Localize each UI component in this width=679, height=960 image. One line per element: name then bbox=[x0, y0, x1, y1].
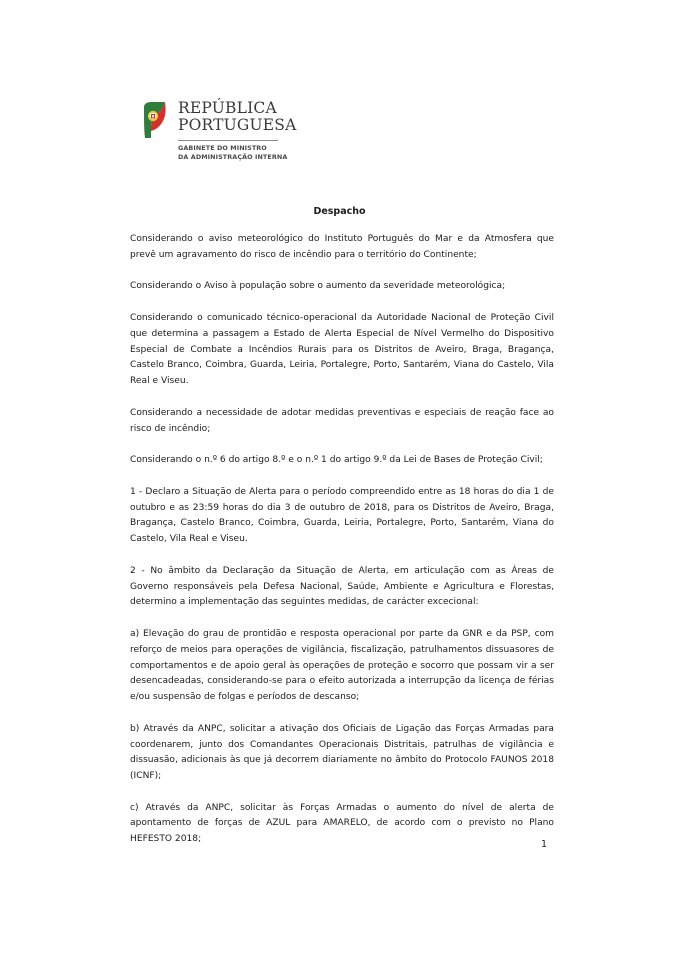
logo-subtitle bbox=[178, 144, 287, 162]
paragraph-item-c: c) Através da ANPC, solicitar às Forças Armadas o aumento do nível de alerta de apontamento de forças de AZUL para AMARELO, de acordo com o previsto no Plano HEFESTO 2018; bbox=[130, 802, 554, 845]
document-title: Despacho bbox=[313, 206, 366, 217]
paragraph-item-b: b) Através da ANPC, solicitar a ativação dos Oficiais de Ligação das Forças Armadas para coordenarem, junto dos Comandantes Operacionais Distritais, patrulhas de vigilância e dissuasão, adicionais às que já decorrem diariamente no âmbito do Protocolo FAUNOS 2018 (ICNF); bbox=[130, 723, 554, 782]
logo-subtitle-line2: DA ADMINISTRAÇÃO INTERNA bbox=[178, 153, 288, 161]
logo-title bbox=[178, 100, 297, 134]
paragraph-considerando-aviso-populacao: Considerando o Aviso à população sobre o aumento da severidade meteorológica; bbox=[130, 281, 506, 292]
paragraph-considerando-aviso-meteorologico: Considerando o aviso meteorológico do Instituto Português do Mar e da Atmosfera que prevê um agravamento do risco de incêndio para o território do Continente; bbox=[130, 234, 554, 260]
paragraph-considerando-lei: Considerando o n.º 6 do artigo 8.º e o n.º 1 do artigo 9.º da Lei de Bases de Proteção Civil; bbox=[130, 455, 543, 466]
logo-divider bbox=[178, 140, 278, 141]
logo-title-line2: PORTUGUESA bbox=[178, 116, 297, 134]
paragraph-considerando-necessidade: Considerando a necessidade de adotar medidas preventivas e especiais de reação face ao risco de incêndio; bbox=[130, 407, 554, 434]
paragraph-item-a: a) Elevação do grau de prontidão e resposta operacional por parte da GNR e da PSP, com reforço de meios para operações de vigilância, fiscalização, patrulhamentos dissuasores de comportamentos e de apoio geral às operações de proteção e socorro que possam vir a ser desencadeadas, considerando-se para o efeito autorizada a interrupção da licença de férias e/ou suspensão de folgas e períodos de descanso; bbox=[130, 628, 554, 703]
page-number: 1 bbox=[541, 839, 548, 850]
paragraph-item-2: 2 - No âmbito da Declaração da Situação de Alerta, em articulação com as Áreas de Governo responsáveis pela Defesa Nacional, Saúde, Ambiente e Agricultura e Florestas, determino a implementação das seguintes medidas, de carácter excecional: bbox=[130, 565, 554, 608]
logo-subtitle-line1: GABINETE DO MINISTRO bbox=[178, 144, 267, 152]
paragraph-item-1: 1 - Declaro a Situação de Alerta para o período compreendido entre as 18 horas do dia 1 de outubro e as 23:59 horas do dia 3 de outubro de 2018, para os Distritos de Aveiro, Braga, Bragança, Castelo Branco, Coimbra, Guarda, Leiria, Portalegre, Porto, Santarém, Viana do Castelo, Vila Real e Viseu. bbox=[130, 486, 554, 545]
document-body bbox=[130, 232, 554, 864]
portuguese-flag-emblem-icon bbox=[141, 101, 167, 139]
paragraph-considerando-comunicado: Considerando o comunicado técnico-operacional da Autoridade Nacional de Proteção Civil que determina a passagem a Estado de Alerta Especial de Nível Vermelho do Dispositivo Especial de Combate a Incêndios Rurais para os Distritos de Aveiro, Braga, Bragança, Castelo Branco, Coimbra, Guarda, Leiria, Portalegre, Porto, Santarém, Viana do Castelo, Vila Real e Viseu. bbox=[130, 312, 554, 387]
logo-title-line1: REPÚBLICA bbox=[178, 99, 277, 117]
republica-portuguesa-logo bbox=[141, 97, 301, 167]
